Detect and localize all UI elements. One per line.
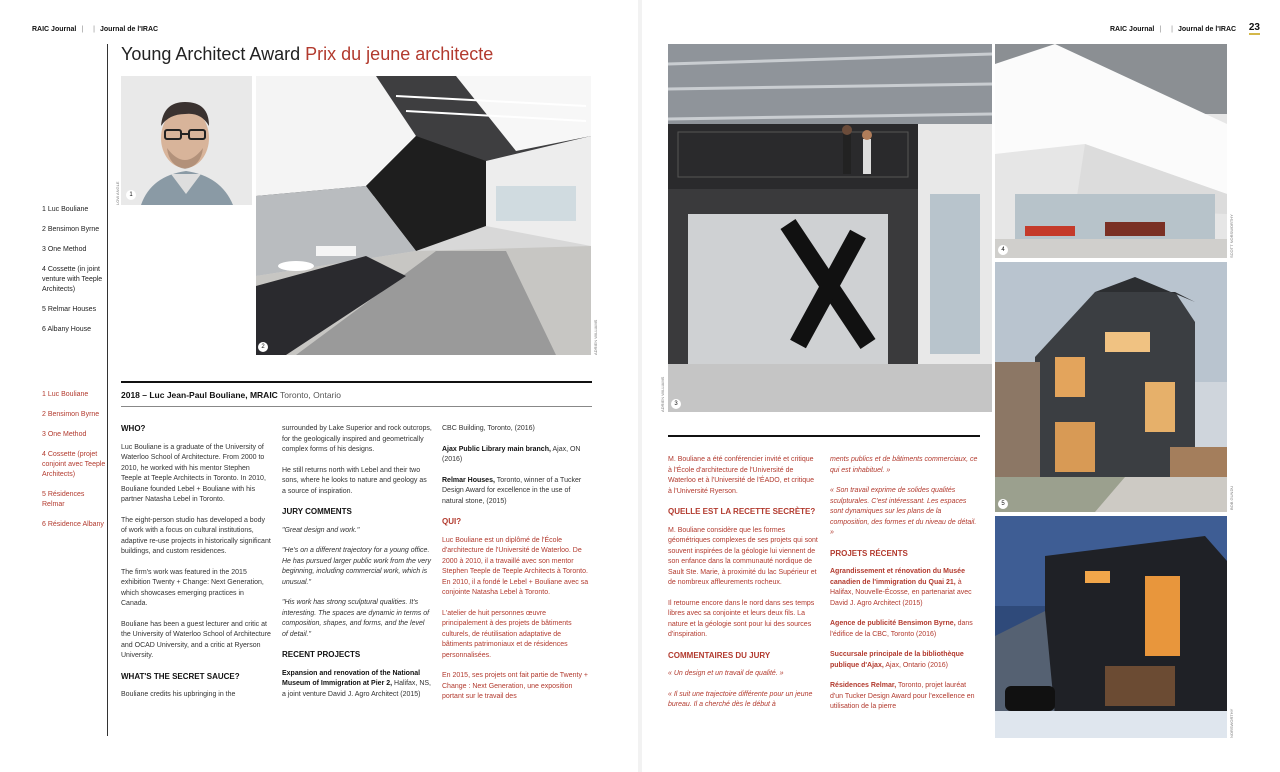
paragraph: He still returns north with Lebel and their two sons, where he looks to nature and geology as a source of inspiration. [282,466,427,495]
paragraph: En 2015, ses projets ont fait partie de Twenty + Change : Next Generation, une exposition portant sur le travail des [442,672,588,700]
byline-name: 2018 – Luc Jean-Paul Bouliane, MRAIC [121,390,278,400]
paragraph: The eight-person studio has developed a body of work with a focus on cultural institutions, adaptive re-use projects in historically significant buildings, and custom residences. [121,516,271,555]
paragraph: CBC Building, Toronto, (2016) [442,425,535,432]
article-column-1 [121,424,271,711]
photo-number: 1 [126,190,136,200]
section-heading: QUI? [442,517,462,526]
photo-credit: ADRIEN WILLIAMS [593,319,598,355]
left-page [0,0,638,772]
toc-fr [42,390,106,540]
photo-number: 5 [998,499,1008,509]
jury-quote: "His work has strong sculptural qualities. It's interesting. The spaces are dynamic in terms of composition, shapes, and forms, and the level of detail." [282,599,430,638]
paragraph: surrounded by Lake Superior and rock outcrops, for the geologically inspired and geometrically complex forms of his designs. [282,425,432,453]
section-heading: PROJETS RÉCENTS [830,548,908,558]
paragraph: L'atelier de huit personnes œuvre principalement à des projets de bâtiments culturels, de réutilisation adaptative de bâtiments patrimoniaux et de résidences personnalisées. [442,609,572,659]
paragraph: Luc Bouliane is a graduate of the University of Waterloo School of Architecture. From 2000 to 2010, he worked with his mentor Stephen Teeple at Teeple Architects in Toronto. In 2010, Bouliane founded Lebel + Bouliane with his partner Natasha Lebel in Toronto. [121,443,266,503]
section-heading: JURY COMMENTS [282,507,352,516]
section-heading: RECENT PROJECTS [282,650,361,659]
project-name: Succursale principale de la bibliothèque publique d'Ajax, [830,651,964,669]
toc-item: 6 Albany House [42,326,92,333]
article-column-3 [442,424,592,713]
project-name: Résidences Relmar, [830,682,897,689]
paragraph [442,445,592,466]
photo-number: 4 [998,245,1008,255]
toc-en [42,205,106,345]
project-name: Relmar Houses, [442,476,495,484]
toc-item: 1 Luc Bouliane [42,391,89,398]
section-heading: WHO? [121,424,146,433]
interior-stair-photo [668,44,992,412]
project-detail: Toronto, projet lauréat d'un Tucker Design Award pour l'excellence en utilisation de la pierre [830,682,975,710]
jury-quote: « Un design et un travail de qualité. » [668,670,784,677]
toc-item: 1 Luc Bouliane [42,206,89,213]
byline [121,390,341,400]
title-fr: Prix du jeune architecte [305,44,494,64]
project-detail: dans l'édifice de la CBC, Toronto (2016) [830,620,973,638]
paragraph [442,476,592,508]
paragraph [830,619,980,640]
section-heading: COMMENTAIRES DU JURY [668,650,771,660]
project-detail: Ajax, ON (2016) [442,445,581,463]
jury-quote: "Great design and work." [282,526,360,534]
toc-item: 3 One Method [42,431,87,438]
paragraph: M. Bouliane considère que les formes géométriques complexes de ses projets qui sont souvent inspirées de la géologie lui viennent de son enfance dans la communauté nordique de Sault Ste. Marie, à proximité du lac Supérieur et de nombreux affleurements rocheux. [668,526,818,586]
paragraph: The firm's work was featured in the 2015 exhibition Twenty + Change: Next Generation, which showcases emerging practices in Canada. [121,568,264,607]
toc-item: 2 Bensimon Byrne [42,226,100,233]
photo-number: 3 [671,399,681,409]
jury-quote: « Son travail exprime de solides qualités sculpturales. C'est intéressant. Les espaces sont dynamiques sur les plans de la composition, des formes et du niveau de détail. » [830,487,977,536]
albany-house-photo [995,516,1227,738]
journal-name-en: RAIC Journal [32,26,77,33]
jury-quote: ments publics et de bâtiments commerciaux, ce qui est inhabituel. » [830,456,978,474]
project-detail: Toronto, winner of a Tucker Design Award for excellence in the use of natural stone, (2015) [442,476,582,505]
photo-credit: SCOTT NORSWORTHY [1229,214,1234,258]
toc-item: 4 Cossette (in joint venture with Teeple Architects) [42,266,103,293]
photo-number: 2 [258,342,268,352]
project-name: Ajax Public Library main branch, [442,445,551,453]
project-name: Agrandissement et rénovation du Musée canadien de l'immigration du Quai 21, [830,568,965,586]
project-detail: à Halifax, Nouvelle-Écosse, en partenariat avec David J. Agro Architect (2015) [830,578,972,607]
project-detail: Ajax, Ontario (2016) [885,661,948,669]
toc-item: 3 One Method [42,246,87,253]
portrait-photo [121,76,252,205]
running-header: RAIC Journal | | Journal de l'IRAC [32,26,159,33]
paragraph: M. Bouliane a été conférencier invité et critique à l'École d'architecture de l'Université de Waterloo et à l'Université de l'ÉADO, et critique à l'Université Ryerson. [668,456,814,495]
page-number: 23 [1248,22,1260,33]
project-name: Expansion and renovation of the National Museum of Immigration at Pier 2, [282,669,421,687]
toc-item: 2 Bensimon Byrne [42,411,100,418]
section-heading: WHAT'S THE SECRET SAUCE? [121,671,240,681]
byline-rule-bottom [121,406,592,407]
journal-name-fr: Journal de l'IRAC [1178,26,1237,33]
right-page [642,0,1280,772]
photo-credit: NORSWORTHY [1229,708,1234,738]
photo-credit: ADRIEN WILLIAMS [660,376,665,412]
toc-item: 5 Relmar Houses [42,306,97,313]
toc-item: 4 Cossette (projet conjoint avec Teeple Architects) [42,451,106,478]
photo-credit: LOW ANGLE [115,181,120,205]
column-divider [107,44,108,736]
journal-name-fr: Journal de l'IRAC [100,26,159,33]
title-en: Young Architect Award [121,44,301,64]
toc-item: 6 Résidence Albany [42,521,104,528]
paragraph: Bouliane credits his upbringing in the [121,691,236,698]
french-section [442,517,592,703]
paragraph: Luc Bouliane est un diplômé de l'École d'architecture de l'Université de Waterloo. De 2000 à 2010, il a travaillé avec son mentor Stephen Teeple de Teeple Architects à Toronto. En 2010, il a fondé le Lebel + Bouliane avec sa conjointe Natasha Lebel à Toronto. [442,536,589,596]
page-title [121,44,493,65]
article-column-fr-1 [668,455,818,721]
article-column-2 [282,424,432,710]
journal-name-en: RAIC Journal [1110,26,1155,33]
section-heading: QUELLE EST LA RECETTE SECRÈTE? [668,507,816,516]
office-interior-photo [256,76,591,355]
byline-location: Toronto, Ontario [280,390,341,400]
section-rule [668,435,980,437]
running-header: RAIC Journal | | Journal de l'IRAC [1110,26,1237,33]
paragraph [830,650,980,671]
paragraph [282,669,432,701]
jury-quote: « Il suit une trajectoire différente pour un jeune bureau. Il a cherché dès le début à [668,690,813,708]
project-name: Agence de publicité Bensimon Byrne, [830,620,956,627]
photo-credit: BOB GUNDU [1229,485,1234,510]
project-detail: Halifax, NS, a joint venture David J. Agro Architect (2015) [282,680,431,698]
article-column-fr-2 [830,455,980,723]
paragraph: Il retourne encore dans le nord dans ses temps libres avec sa conjointe et leurs deux fils. La nature et la géologie sont pour lui des sources d'inspiration. [668,599,815,638]
byline-rule-top [121,381,592,383]
jury-quote: "He's on a different trajectory for a young office. He has pursued larger public work from the very beginning, including commercial work, which is unusual." [282,547,432,586]
relmar-houses-photo [995,262,1227,512]
paragraph [830,567,980,609]
toc-item: 5 Résidences Relmar [42,491,85,508]
paragraph: Bouliane has been a guest lecturer and critic at the University of Waterloo School of Architecture and OCAD University, and a critic at Ryerson University. [121,620,271,659]
white-interior-photo [995,44,1227,258]
paragraph [830,681,980,713]
